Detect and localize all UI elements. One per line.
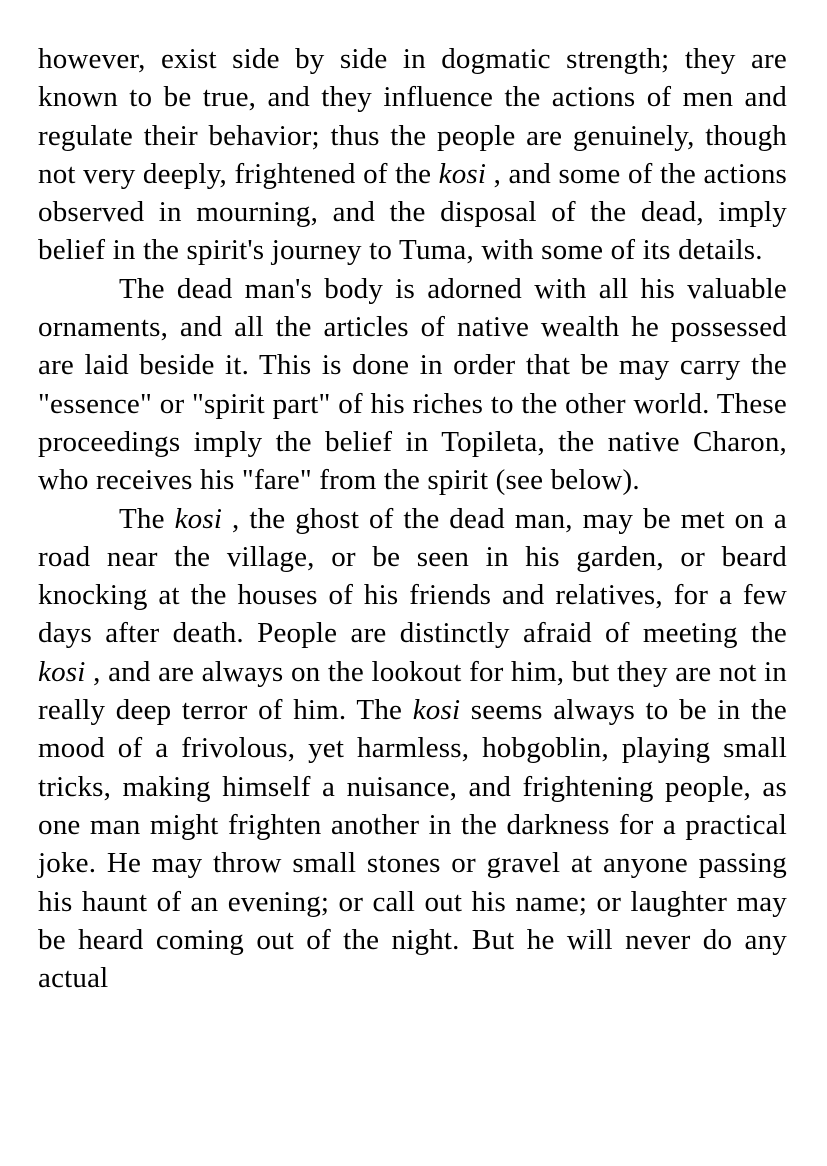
paragraph-3-italic-kosi-1: kosi [174,502,223,535]
paragraph-1-text-2: , and some of the actions observed in mourning, and the disposal of the dead, imply belief in the spirit's journey to Tuma, with some of its details. [38,157,788,267]
paragraph-3 [38,500,787,998]
paragraph-2-text-1: The dead man's body is adorned with all his valuable ornaments, and all the articles of native wealth he possessed are laid beside it. This is done in order that be may carry the "essence" or "spirit part" of his riches to the other world. These proceedings imply the belief in Topileta, the native Charon, who receives his "fare" from the spirit (see below). [38,272,787,497]
paragraph-3-italic-kosi-3: kosi [412,694,461,727]
paragraph-2 [38,270,787,500]
paragraph-1-italic-kosi: kosi [438,157,487,190]
paragraph-3-text-1: The [119,502,175,535]
paragraph-1-text-1: however, exist side by side in dogmatic strength; they are known to be true, and they influence the actions of men and regulate their behavior; thus the people are genuinely, though not very deeply, frightened of the [38,43,787,190]
paragraph-3-text-4: seems always to be in the mood of a frivolous, yet harmless, hobgoblin, playing small tricks, making himself a nuisance, and frightening people, as one man might frighten another in the darkness for a practical joke. He may throw small stones or gravel at anyone passing his haunt of an evening; or call out his name; or laughter may be heard coming out of the night. But he will never do any actual [38,694,787,995]
paragraph-1 [38,40,787,270]
paragraph-3-italic-kosi-2: kosi [38,655,86,688]
paragraph-3-text-2: , the ghost of the dead man, may be met on a road near the village, or be seen in his garden, or beard knocking at the houses of his friends and relatives, for a few days after death. People are distinctly afraid of meeting the [38,502,788,650]
paragraph-3-text-3: , and are always on the lookout for him, but they are not in really deep terror of him. The [38,655,787,727]
document-page [38,40,787,997]
